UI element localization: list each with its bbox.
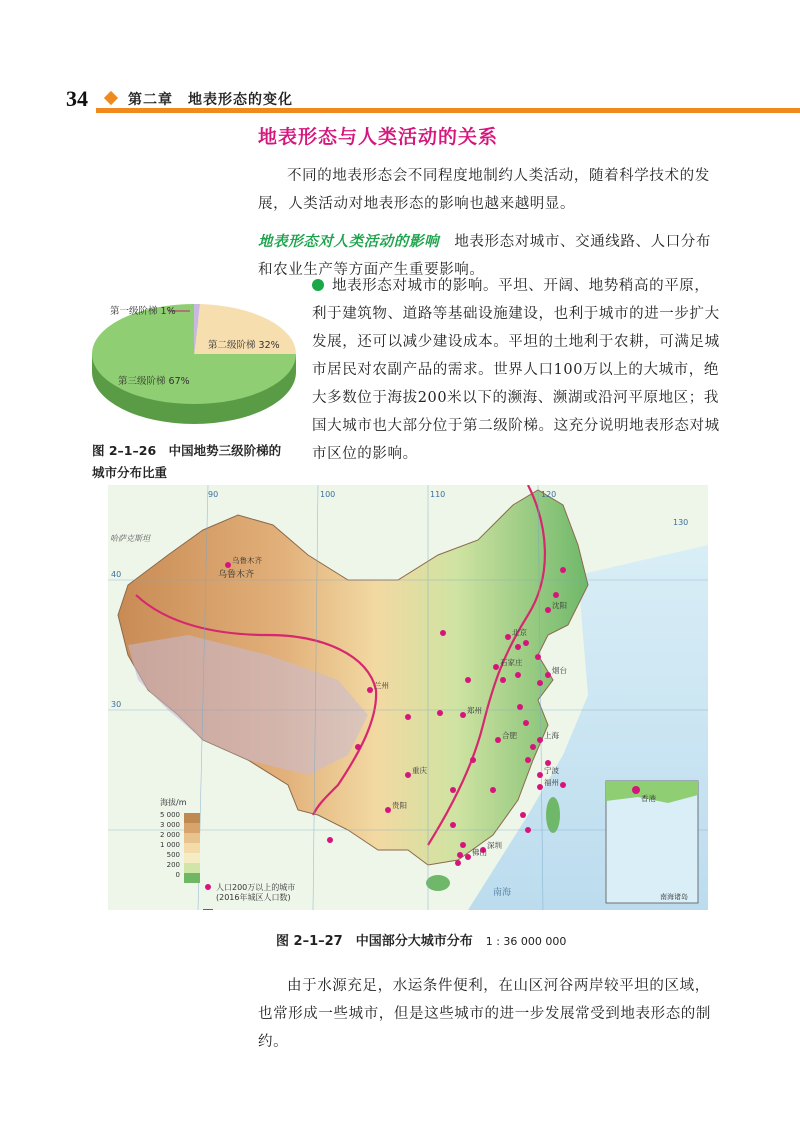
city-dot [470, 757, 476, 763]
city-dot [535, 654, 541, 660]
city-dot [520, 812, 526, 818]
city-label: 沈阳 [552, 601, 567, 610]
city-dot [523, 640, 529, 646]
city-label: 兰州 [374, 681, 389, 690]
bullet-text: 地表形态对城市的影响。平坦、开阔、地势稍高的平原，利于建筑物、道路等基础设施建设，也利于城市的进一步扩大发展，还可以减少建设成本。平坦的土地利于农耕，可满足城市居民对农副产品的需求。世界人口100万以上的大城市，绝大多数位于海拔200米以下的濒海、濒湖或沿河平原地区；我国大城市也大部分位于第二级阶梯。这充分说明地表形态对城市区位的影响。 [312, 278, 720, 462]
subheading-text: 地表形态对城市、交通线路、人口分布和农业生产等方面产生重要影响。 [258, 234, 712, 278]
pie-label-second: 第二级阶梯 32% [208, 340, 280, 351]
city-dot [405, 772, 411, 778]
city-dot [517, 704, 523, 710]
city-dot [493, 664, 499, 670]
lon-label-130: 130 [673, 518, 689, 527]
city-label: 石家庄 [500, 658, 523, 667]
section-title: 地表形态与人类活动的关系 [258, 126, 499, 148]
map-caption-text: 图 2–1–27 中国部分大城市分布 [276, 934, 473, 949]
closing-paragraph: 由于水源充足，水运条件便利，在山区河谷两岸较平坦的区域，也常形成一些城市，但是这些城市的进一步发展常受到地表形态的制约。 [258, 978, 711, 1050]
lat-label-40: 40 [111, 570, 122, 579]
lon-label-110: 110 [430, 490, 446, 499]
map-scale: 1 : 36 000 000 [485, 935, 567, 948]
legend-swatch [184, 873, 200, 883]
city-dot [437, 710, 443, 716]
city-dot [460, 712, 466, 718]
label-kazakhstan: 哈萨克斯坦 [110, 534, 150, 543]
lat-label-30: 30 [111, 700, 122, 709]
city-dot [327, 837, 333, 843]
legend-elevation-value: 3 000 [159, 821, 180, 829]
city-label: 福州 [544, 778, 559, 787]
city-dot [455, 860, 461, 866]
city-dot [537, 772, 543, 778]
legend-elevation-value: 0 [175, 871, 180, 879]
legend-elevation-value: 1 000 [159, 841, 180, 849]
city-label: 上海 [544, 731, 559, 740]
legend-elevation-value: 5 000 [159, 811, 180, 819]
chapter-title: 第二章 地表形态的变化 [128, 92, 293, 108]
legend-elevation-value: 200 [166, 861, 180, 869]
city-dot [450, 822, 456, 828]
city-label: 乌鲁木齐 [232, 556, 262, 565]
city-label: 深圳 [487, 841, 502, 850]
city-label: 合肥 [502, 731, 517, 740]
lon-label-120: 120 [541, 490, 557, 499]
label-south-sea: 南海 [493, 888, 512, 898]
legend-elevation-value: 500 [166, 851, 180, 859]
city-dot [530, 744, 536, 750]
legend-swatch [184, 833, 200, 843]
legend-swatch [184, 853, 200, 863]
hainan-island [426, 875, 450, 891]
city-dot [460, 842, 466, 848]
legend-city-note: (2016年城区人口数) [216, 893, 291, 902]
legend-city-dot [205, 884, 211, 890]
label-urumqi: 乌鲁木齐 [218, 570, 255, 580]
page-number: 34 [66, 86, 88, 111]
pie-caption-line1: 图 2–1–26 中国地势三级阶梯的 [92, 443, 282, 458]
city-dot [560, 567, 566, 573]
city-label: 北京 [512, 628, 527, 637]
city-dot [537, 784, 543, 790]
map-caption [276, 931, 566, 953]
city-dot [490, 787, 496, 793]
city-dot [495, 737, 501, 743]
city-label: 重庆 [412, 766, 427, 775]
legend-elevation-value: 2 000 [159, 831, 180, 839]
city-dot [560, 782, 566, 788]
city-dot [525, 757, 531, 763]
chapter-diamond-icon [104, 91, 118, 105]
china-city-map [108, 485, 708, 910]
legend-swatch [184, 813, 200, 823]
city-dot [545, 607, 551, 613]
city-dot [450, 787, 456, 793]
city-dot [225, 562, 231, 568]
city-dot [465, 677, 471, 683]
city-label: 郑州 [467, 706, 482, 715]
legend-swatch [184, 843, 200, 853]
city-dot [537, 680, 543, 686]
intro-paragraph: 不同的地表形态会不同程度地制约人类活动，随着科学技术的发展，人类活动对地表形态的影响也越来越明显。 [258, 168, 710, 212]
header-rule [96, 108, 800, 113]
city-dot [545, 672, 551, 678]
city-dot [457, 852, 463, 858]
inset-city-dot [632, 786, 640, 794]
legend-elevation-title: 海拔/m [160, 798, 187, 807]
city-dot [515, 672, 521, 678]
city-dot [537, 737, 543, 743]
city-dot [440, 630, 446, 636]
city-label: 贵阳 [392, 801, 407, 810]
legend-swatch [184, 863, 200, 873]
lon-label-90: 90 [208, 490, 219, 499]
legend-city-label: 人口200万以上的城市 [216, 883, 296, 892]
pie-caption [92, 440, 297, 484]
city-label: 佛山 [472, 848, 487, 857]
city-dot [515, 644, 521, 650]
city-dot [405, 714, 411, 720]
city-label: 宁波 [544, 766, 559, 775]
subheading: 地表形态对人类活动的影响 [258, 233, 440, 250]
city-dot [500, 677, 506, 683]
city-dot [505, 634, 511, 640]
city-dot [553, 592, 559, 598]
city-distribution-pie [90, 284, 305, 434]
pie-label-first: 第一级阶梯 1% [110, 306, 176, 317]
city-dot [355, 744, 361, 750]
city-dot [385, 807, 391, 813]
city-label: 烟台 [552, 666, 567, 675]
inset-label: 南海诸岛 [660, 893, 688, 901]
pie-label-third: 第三级阶梯 67% [118, 376, 190, 387]
pie-caption-line2: 城市分布比重 [92, 465, 168, 480]
legend-swatch [184, 823, 200, 833]
inset-city-label: 香港 [641, 794, 656, 803]
city-dot [525, 827, 531, 833]
city-dot [367, 687, 373, 693]
city-dot [465, 854, 471, 860]
taiwan-island [546, 797, 560, 833]
bullet-paragraph [312, 272, 720, 468]
city-dot [523, 720, 529, 726]
green-bullet-icon [312, 279, 324, 291]
lon-label-100: 100 [320, 490, 336, 499]
